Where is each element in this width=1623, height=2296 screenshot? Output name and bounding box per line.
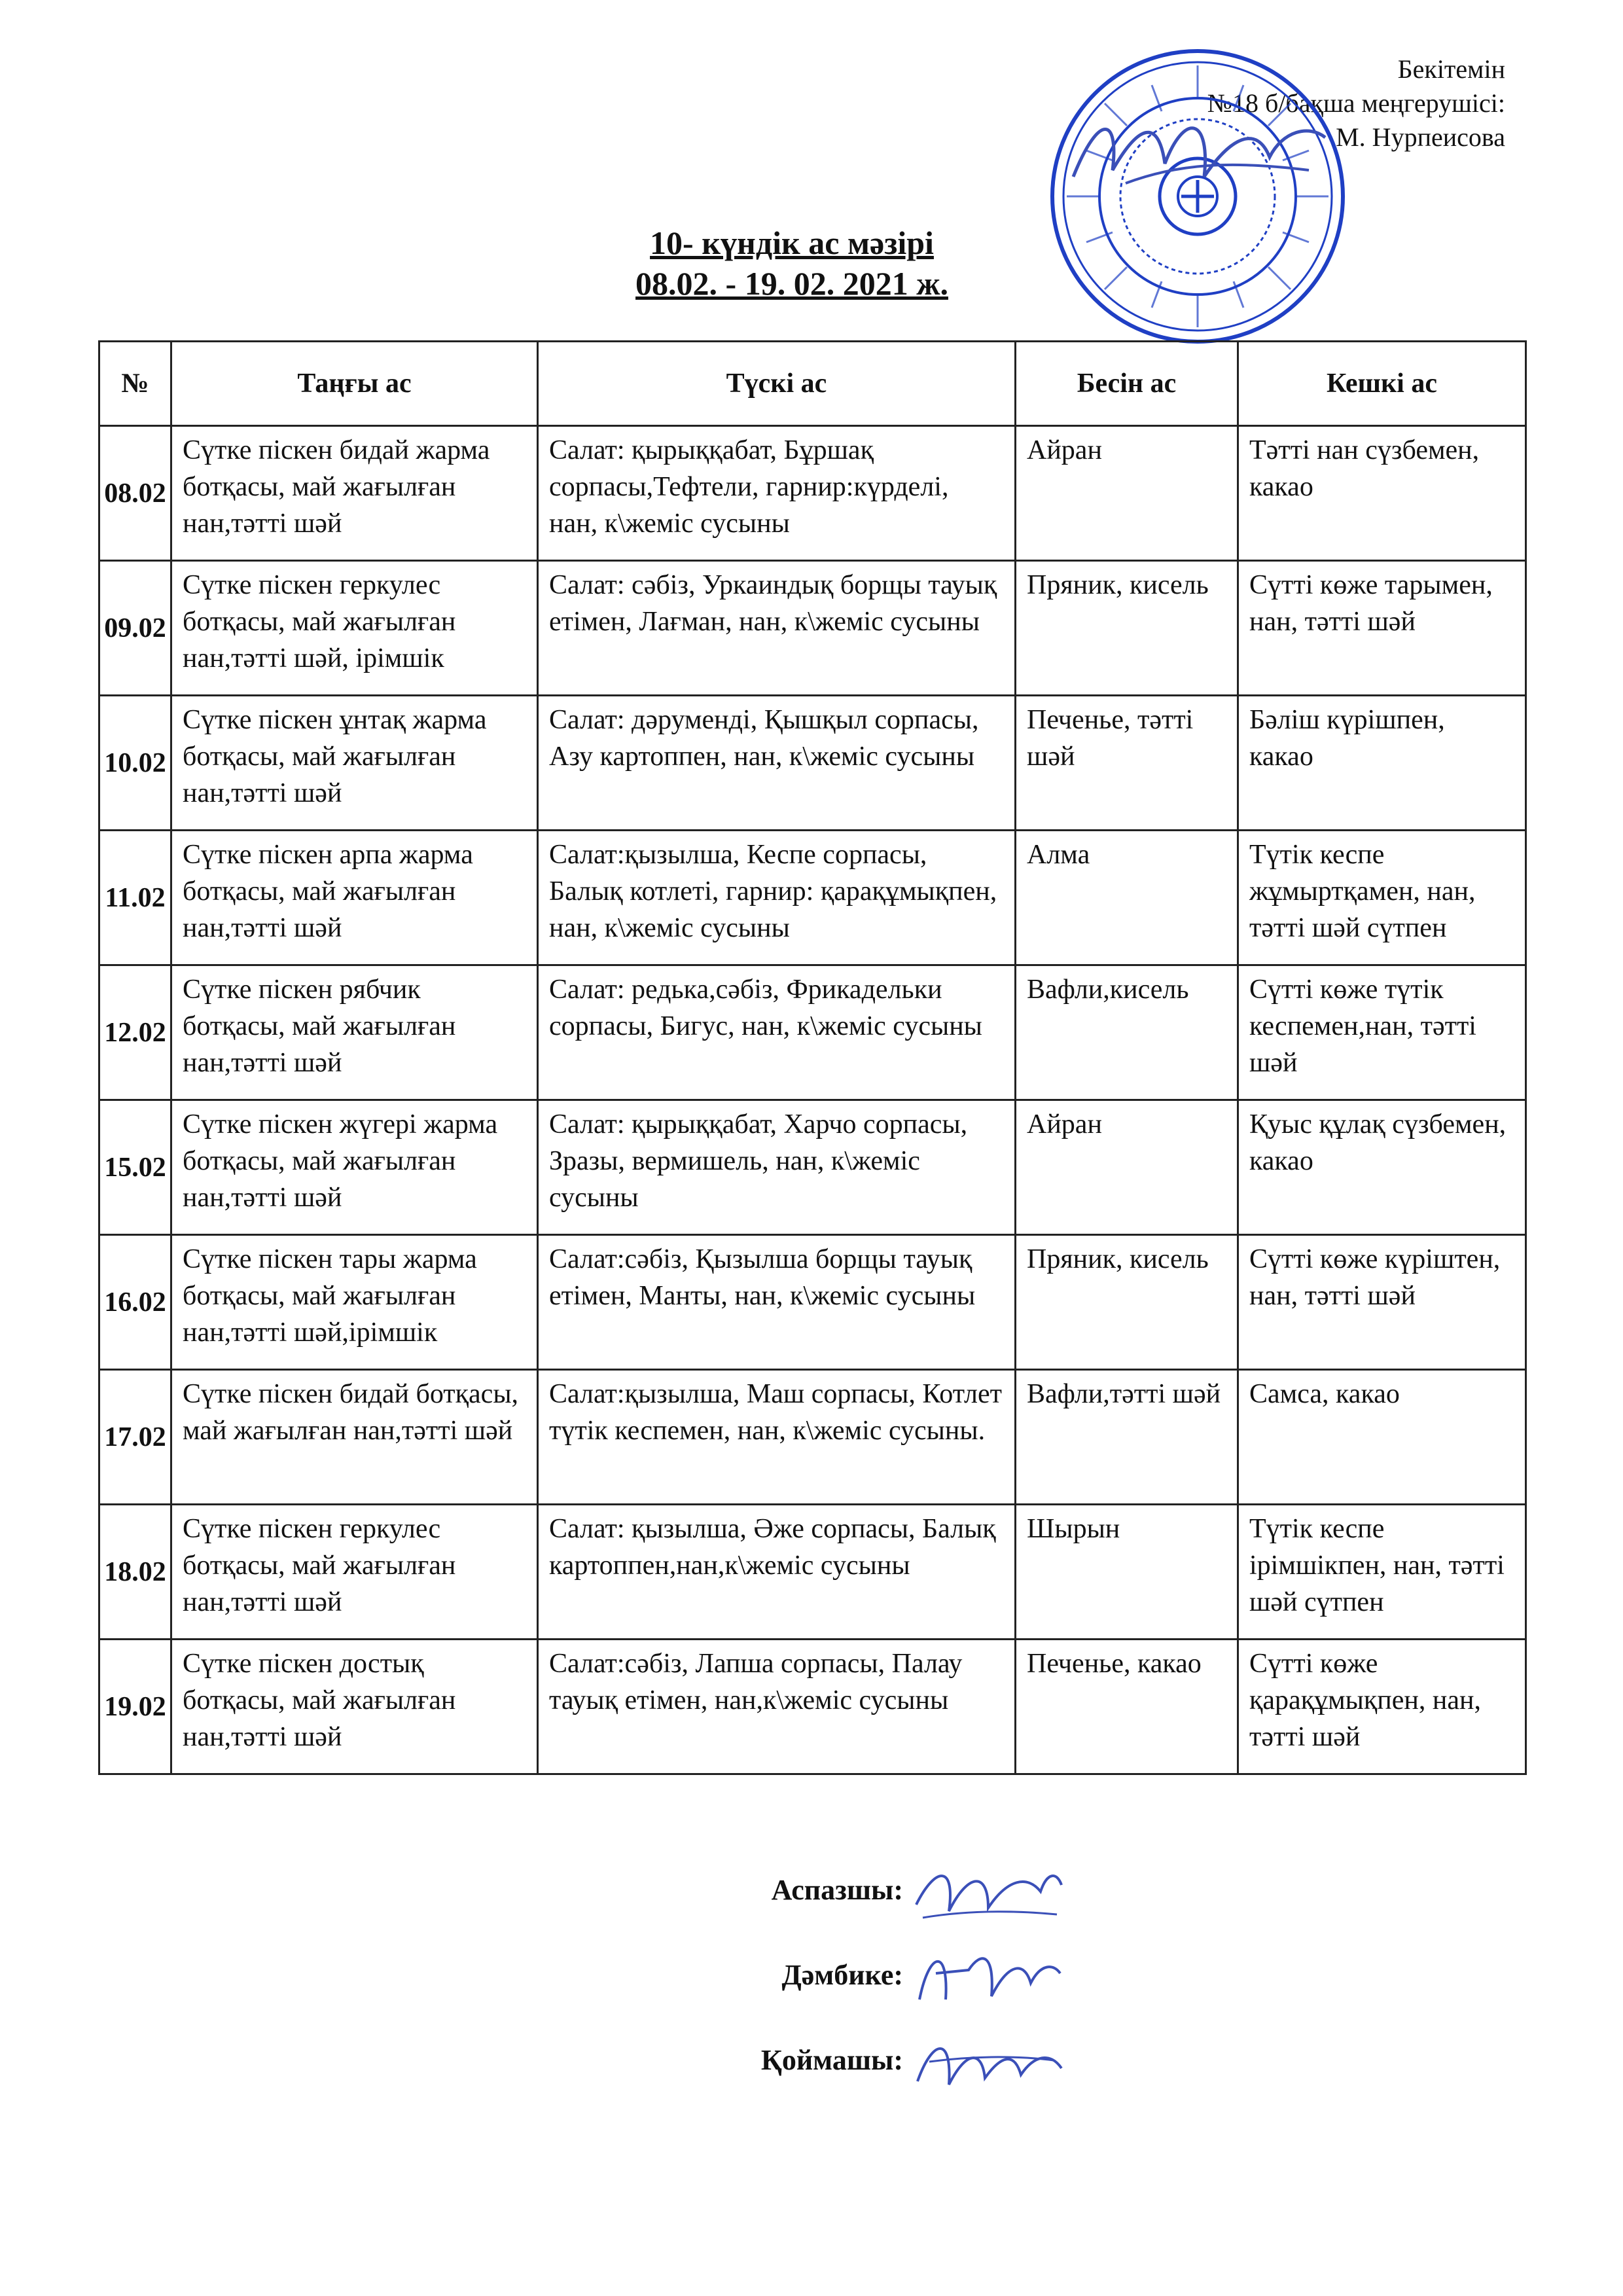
head-signature — [1060, 98, 1335, 203]
approval-line-1: Бекітемін — [1397, 54, 1505, 84]
breakfast-cell: Сүтке піскен геркулес ботқасы, май жағылған нан,тәтті шәй, ірімшік — [171, 561, 538, 696]
dinner-cell: Сүтті көже түтік кеспемен,нан, тәтті шәй — [1238, 965, 1526, 1100]
breakfast-cell: Сүтке піскен ұнтақ жарма ботқасы, май жағылған нан,тәтті шәй — [171, 696, 538, 831]
snack-cell: Вафли,кисель — [1016, 965, 1238, 1100]
dinner-cell: Түтік кеспе жұмыртқамен, нан, тәтті шәй сүтпен — [1238, 831, 1526, 965]
lunch-cell: Салат: қызылша, Әже сорпасы, Балық картоппен,нан,к\жеміс сусыны — [538, 1505, 1016, 1640]
date-cell: 09.02 — [99, 561, 171, 696]
date-cell: 18.02 — [99, 1505, 171, 1640]
breakfast-cell: Сүтке піскен жүгері жарма ботқасы, май жағылған нан,тәтті шәй — [171, 1100, 538, 1235]
table-row — [99, 561, 1526, 696]
storekeeper-label: Қоймашы: — [760, 2044, 903, 2076]
table-row — [99, 1370, 1526, 1505]
table-row — [99, 426, 1526, 561]
snack-cell: Вафли,тәтті шәй — [1016, 1370, 1238, 1505]
snack-cell: Айран — [1016, 1100, 1238, 1235]
table-row — [99, 696, 1526, 831]
table-row — [99, 1505, 1526, 1640]
header-snack: Бесін ас — [1016, 342, 1238, 426]
header-breakfast: Таңғы ас — [171, 342, 538, 426]
table-row — [99, 1235, 1526, 1370]
dinner-cell: Тәтті нан сүзбемен, какао — [1238, 426, 1526, 561]
lunch-cell: Салат:қызылша, Маш сорпасы, Котлет түтік кеспемен, нан, к\жеміс сусыны. — [538, 1370, 1016, 1505]
breakfast-cell: Сүтке піскен тары жарма ботқасы, май жағылған нан,тәтті шәй,ірімшік — [171, 1235, 538, 1370]
title-line-2: 08.02. - 19. 02. 2021 ж. — [635, 265, 948, 302]
date-cell: 15.02 — [99, 1100, 171, 1235]
snack-cell: Айран — [1016, 426, 1238, 561]
storekeeper-signature-row — [668, 2042, 903, 2079]
lunch-cell: Салат:сәбіз, Лапша сорпасы, Палау тауық етімен, нан,к\жеміс сусыны — [538, 1640, 1016, 1774]
lunch-cell: Салат:сәбіз, Қызылша борщы тауық етімен, Манты, нан, к\жеміс сусыны — [538, 1235, 1016, 1370]
dinner-cell: Сүтті көже тарымен, нан, тәтті шәй — [1238, 561, 1526, 696]
breakfast-cell: Сүтке піскен рябчик ботқасы, май жағылған нан,тәтті шәй — [171, 965, 538, 1100]
title-line-1: 10- күндік ас мәзірі — [650, 224, 934, 261]
table-row — [99, 1100, 1526, 1235]
lunch-cell: Салат: қырыққабат, Харчо сорпасы, Зразы, вермишель, нан, к\жеміс сусыны — [538, 1100, 1016, 1235]
lunch-cell: Салат: дәрумендi, Қышқыл сорпасы, Азу картоппен, нан, к\жеміс сусыны — [538, 696, 1016, 831]
date-cell: 16.02 — [99, 1235, 171, 1370]
breakfast-cell: Сүтке піскен бидай ботқасы, май жағылған нан,тәтті шәй — [171, 1370, 538, 1505]
breakfast-cell: Сүтке піскен арпа жарма ботқасы, май жағылған нан,тәтті шәй — [171, 831, 538, 965]
snack-cell: Печенье, тәтті шәй — [1016, 696, 1238, 831]
date-cell: 12.02 — [99, 965, 171, 1100]
cook-signature — [910, 1852, 1067, 1931]
date-cell: 19.02 — [99, 1640, 171, 1774]
date-cell: 08.02 — [99, 426, 171, 561]
table-row — [99, 965, 1526, 1100]
breakfast-cell: Сүтке піскен бидай жарма ботқасы, май жағылған нан,тәтті шәй — [171, 426, 538, 561]
date-cell: 17.02 — [99, 1370, 171, 1505]
dinner-cell: Сүтті көже қарақұмықпен, нан, тәтті шәй — [1238, 1640, 1526, 1774]
snack-cell: Печенье, какао — [1016, 1640, 1238, 1774]
dinner-cell: Түтік кеспе ірімшікпен, нан, тәтті шәй сүтпен — [1238, 1505, 1526, 1640]
date-cell: 11.02 — [99, 831, 171, 965]
approval-line-2: №18 б/бақша меңгерушісі: — [1207, 88, 1505, 118]
nanny-label: Дәмбике: — [781, 1959, 903, 1991]
menu-title — [458, 223, 1126, 304]
date-cell: 10.02 — [99, 696, 171, 831]
dinner-cell: Бәліш күрішпен, какао — [1238, 696, 1526, 831]
table-row — [99, 1640, 1526, 1774]
dinner-cell: Сүтті көже күріштен, нан, тәтті шәй — [1238, 1235, 1526, 1370]
header-lunch: Түскі ас — [538, 342, 1016, 426]
snack-cell: Пряник, кисель — [1016, 561, 1238, 696]
lunch-cell: Салат: қырыққабат, Бұршақ сорпасы,Тефтели, гарнир:күрделі, нан, к\жеміс сусыны — [538, 426, 1016, 561]
lunch-cell: Салат: редька,сәбіз, Фрикадельки сорпасы, Бигус, нан, к\жеміс сусыны — [538, 965, 1016, 1100]
snack-cell: Алма — [1016, 831, 1238, 965]
dinner-cell: Қуыс құлақ сүзбемен, какао — [1238, 1100, 1526, 1235]
storekeeper-signature — [910, 2022, 1067, 2101]
snack-cell: Пряник, кисель — [1016, 1235, 1238, 1370]
table-header-row — [99, 342, 1526, 426]
nanny-signature — [910, 1937, 1067, 2016]
cook-signature-row — [668, 1872, 903, 1909]
cook-label: Аспазшы: — [771, 1874, 903, 1906]
lunch-cell: Салат:қызылша, Кеспе сорпасы, Балық котлеті, гарнир: қарақұмықпен, нан, к\жеміс сусыны — [538, 831, 1016, 965]
header-number: № — [99, 342, 171, 426]
dinner-cell: Самса, какао — [1238, 1370, 1526, 1505]
menu-table — [98, 340, 1527, 1775]
table-row — [99, 831, 1526, 965]
nanny-signature-row — [668, 1957, 903, 1994]
snack-cell: Шырын — [1016, 1505, 1238, 1640]
breakfast-cell: Сүтке піскен геркулес ботқасы, май жағылған нан,тәтті шәй — [171, 1505, 538, 1640]
approval-line-3: М. Нурпеисова — [1336, 122, 1505, 152]
lunch-cell: Салат: сәбіз, Уркаиндық борщы тауық етімен, Лағман, нан, к\жеміс сусыны — [538, 561, 1016, 696]
breakfast-cell: Сүтке піскен достық ботқасы, май жағылған нан,тәтті шәй — [171, 1640, 538, 1774]
header-dinner: Кешкі ас — [1238, 342, 1526, 426]
